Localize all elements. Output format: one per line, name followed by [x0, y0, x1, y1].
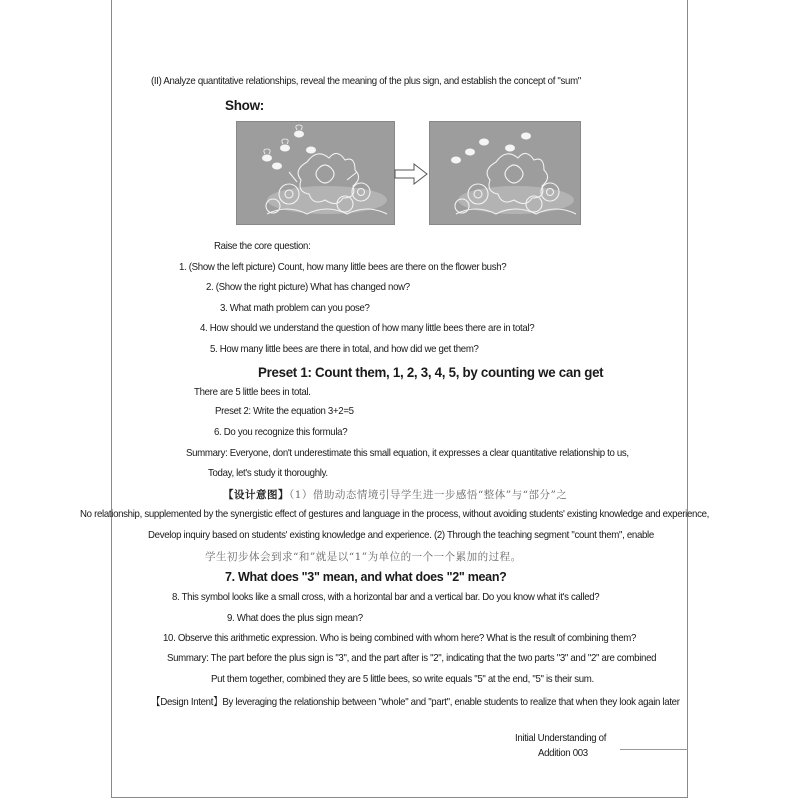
question-9: 9. What does the plus sign mean?	[227, 612, 363, 624]
question-6: 6. Do you recognize this formula?	[214, 426, 348, 438]
bees-on-flower-bush-icon	[430, 122, 580, 224]
summary-1-continued: Today, let's study it thoroughly.	[208, 467, 328, 479]
design-intent-cn-label: 【设计意图】	[223, 489, 289, 501]
left-bee-picture	[236, 121, 395, 225]
footer-rule	[620, 749, 688, 750]
question-8: 8. This symbol looks like a small cross, with a horizontal bar and a vertical bar. Do you know what it's called?	[172, 591, 600, 603]
footer-title-line-1: Initial Understanding of	[515, 732, 607, 744]
preset-1: Preset 1: Count them, 1, 2, 3, 4, 5, by counting we can get	[258, 364, 604, 380]
summary-1: Summary: Everyone, don't underestimate this small equation, it expresses a clear quantitative relationship to us,	[186, 447, 629, 459]
question-5: 5. How many little bees are there in total, and how did we get them?	[210, 343, 479, 355]
design-intent-cn-text: （1）借助动态情境引导学生进一步感悟“整体”与“部分”之	[289, 489, 568, 501]
right-bee-picture	[429, 121, 581, 225]
summary-2-continued: Put them together, combined they are 5 little bees, so write equals "5" at the end, "5" is their sum.	[211, 673, 594, 685]
question-3: 3. What math problem can you pose?	[220, 302, 370, 314]
section-heading: (II) Analyze quantitative relationships, reveal the meaning of the plus sign, and establish the concept of "sum"	[151, 75, 581, 87]
bees-on-flower-bush-icon	[237, 122, 394, 224]
right-arrow-icon	[394, 163, 428, 185]
question-10: 10. Observe this arithmetic expression. Who is being combined with whom here? What is the result of combining them?	[163, 632, 637, 644]
core-question-label: Raise the core question:	[214, 240, 311, 252]
design-intent-cn-1	[223, 487, 567, 502]
design-intent-en-1: No relationship, supplemented by the synergistic effect of gestures and language in the process, without avoiding students' existing knowledge and experience,	[80, 508, 710, 520]
show-label: Show:	[225, 98, 264, 113]
design-intent-2: 【Design Intent】By leveraging the relationship between "whole" and "part", enable students to realize that when they look again later	[151, 696, 680, 708]
design-intent-en-2: Develop inquiry based on students' existing knowledge and experience. (2) Through the teaching segment "count them", enable	[148, 529, 654, 541]
summary-2: Summary: The part before the plus sign is "3", and the part after is "2", indicating that the two parts "3" and "2" are combined	[167, 652, 657, 664]
question-7: 7. What does "3" mean, and what does "2" mean?	[225, 570, 507, 584]
question-2: 2. (Show the right picture) What has changed now?	[206, 281, 410, 293]
design-intent-cn-2: 学生初步体会到求“和”就是以“1”为单位的一个一个累加的过程。	[205, 551, 522, 563]
question-1: 1. (Show the left picture) Count, how many little bees are there on the flower bush?	[179, 261, 507, 273]
preset-2: Preset 2: Write the equation 3+2=5	[215, 405, 354, 417]
preset-1-continued: There are 5 little bees in total.	[194, 386, 311, 398]
question-4: 4. How should we understand the question of how many little bees there are in total?	[200, 322, 535, 334]
footer-title-line-2: Addition 003	[538, 747, 588, 759]
